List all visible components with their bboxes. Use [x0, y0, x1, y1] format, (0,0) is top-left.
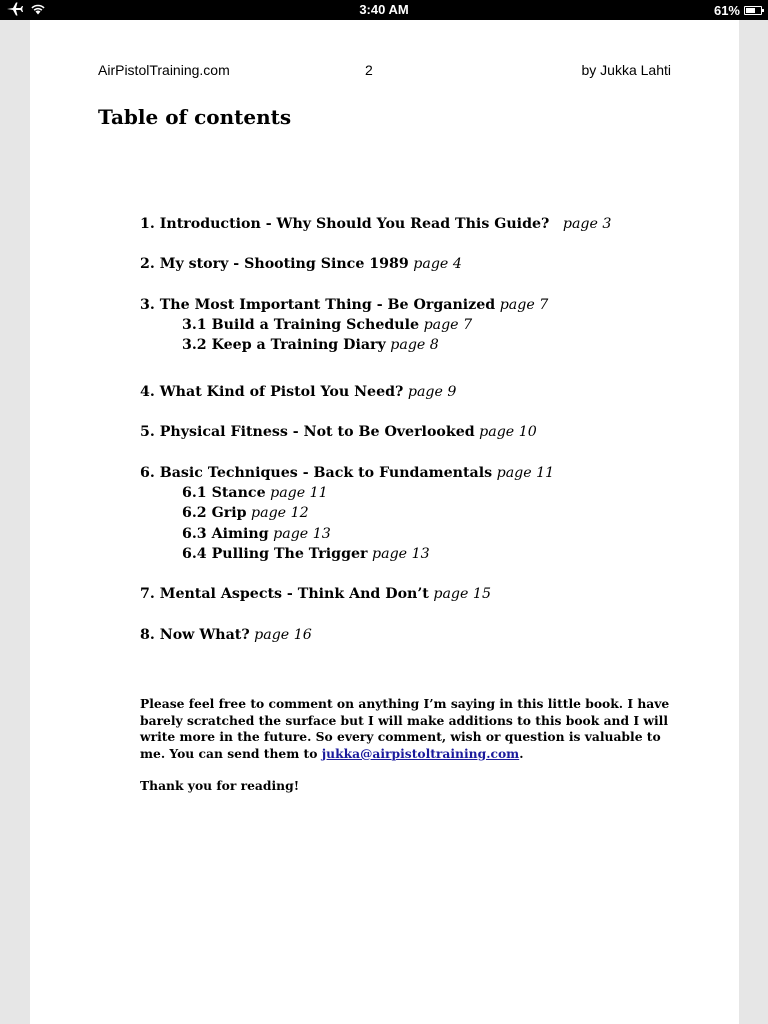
status-bar [0, 0, 768, 20]
toc-item-page: page 3 [562, 216, 612, 232]
toc-item-title: 2. My story - Shooting Since 1989 [140, 256, 409, 272]
header-site: AirPistolTraining.com [98, 62, 230, 78]
toc-item-title: 6.1 Stance [182, 485, 266, 501]
toc-item-page: page 4 [413, 256, 462, 272]
toc-item [140, 625, 312, 645]
toc-item-title: 4. What Kind of Pistol You Need? [140, 384, 404, 400]
page-title: Table of contents [98, 105, 292, 129]
toc-item-page: page 11 [270, 485, 328, 501]
toc-item-title: 3. The Most Important Thing - Be Organized [140, 297, 496, 313]
toc-item-title: 7. Mental Aspects - Think And Don’t [140, 586, 429, 602]
clock: 3:40 AM [359, 2, 409, 17]
toc-item-page: page 15 [433, 586, 491, 602]
toc-item-title: 5. Physical Fitness - Not to Be Overlooked [140, 424, 475, 440]
battery-fill [746, 8, 755, 13]
toc-subitem [182, 544, 430, 564]
toc-item-page: page 7 [423, 317, 473, 333]
toc-subitem [182, 335, 439, 355]
toc-item-page: page 13 [372, 546, 430, 562]
toc-item [140, 463, 554, 483]
toc-item-title: 6. Basic Techniques - Back to Fundamentals [140, 465, 493, 481]
toc-subitem [182, 503, 309, 523]
book-page[interactable] [30, 20, 739, 1024]
toc-item-page: page 8 [390, 337, 439, 353]
battery-icon [744, 6, 762, 15]
toc-subitem [182, 315, 472, 335]
thanks-text: Thank you for reading! [140, 778, 300, 794]
toc-item-page: page 12 [251, 505, 309, 521]
toc-item-page: page 7 [499, 297, 549, 313]
toc-item-title: 6.3 Aiming [182, 526, 269, 542]
toc-item-page: page 11 [496, 465, 555, 481]
closing-paragraph [140, 696, 670, 762]
toc-item [140, 422, 537, 442]
toc-item-page: page 13 [273, 526, 331, 542]
toc-subitem [182, 524, 331, 544]
closing-note [140, 696, 670, 795]
toc-item-title: 1. Introduction - Why Should You Read This Guide? [140, 216, 550, 232]
toc-item-title: 8. Now What? [140, 627, 250, 643]
toc-item-title: 6.2 Grip [182, 505, 247, 521]
toc-item [140, 584, 491, 604]
email-link[interactable]: jukka@airpistoltraining.com [321, 745, 520, 761]
header-page-number: 2 [365, 62, 373, 78]
toc-item [140, 295, 548, 315]
toc-item-page: page 10 [479, 424, 537, 440]
toc-item-title: 3.2 Keep a Training Diary [182, 337, 386, 353]
closing-period: . [519, 745, 524, 761]
toc-item-title: 6.4 Pulling The Trigger [182, 546, 368, 562]
status-right [714, 2, 762, 18]
toc-item [140, 254, 462, 274]
battery-percent: 61% [713, 2, 740, 18]
toc-item-page: page 16 [254, 627, 312, 643]
toc-item [140, 214, 611, 234]
closing-paragraph-text: Please feel free to comment on anything I’m saying in this little book. I have barely scratched the surface but I will make additions to this book and I will write more in the future. So every comment, wish or question is valuable to me. You can send them to [140, 696, 670, 761]
toc-item [140, 382, 456, 402]
toc-item-page: page 9 [407, 384, 457, 400]
toc-subitem [182, 483, 328, 503]
header-author: by Jukka Lahti [581, 62, 671, 78]
toc-item-title: 3.1 Build a Training Schedule [182, 317, 420, 333]
